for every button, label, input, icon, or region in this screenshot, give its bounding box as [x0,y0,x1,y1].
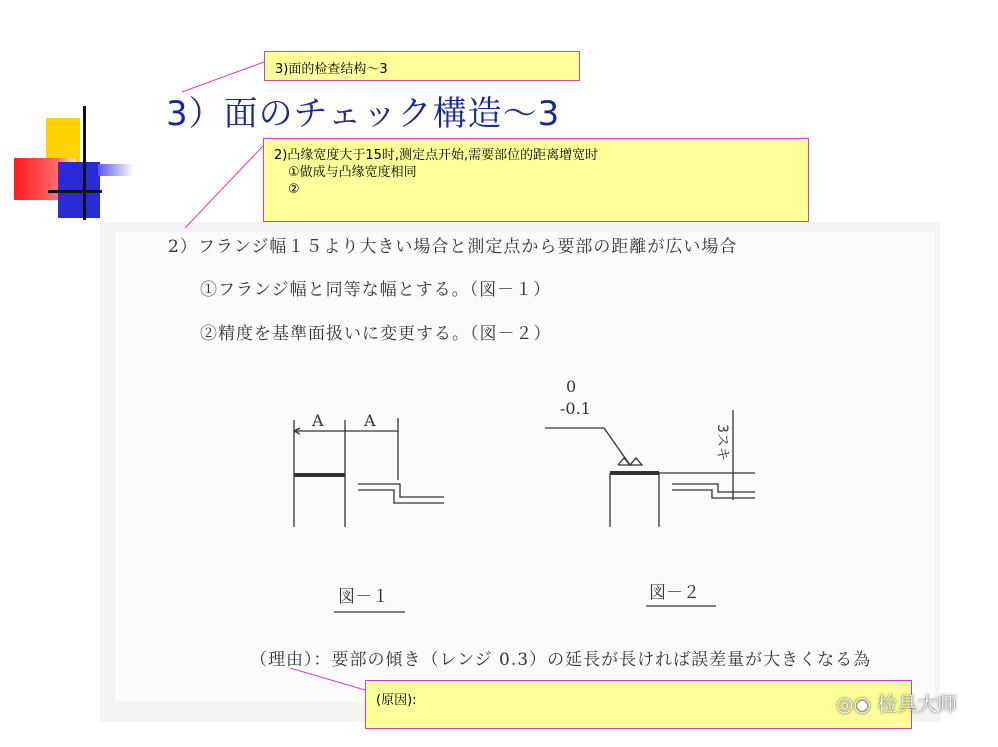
figure-2-label: 図－２ [649,583,700,603]
fig2-tol-lower: -0.1 [560,399,591,418]
callout-middle-line3: ② [288,182,300,197]
callout-middle [263,138,809,222]
fig1-dim-b: A [364,411,376,430]
watermark [836,688,957,717]
callout-bottom-text: (原因): [376,693,417,708]
fig2-tol-upper: 0 [566,377,577,396]
wechat-icon: ◎◉ [836,692,878,716]
callout-top-text: 3)面的检查结构～3 [275,62,388,77]
fig1-dim-a: A [312,411,324,430]
figure-1 [294,418,444,527]
callout-middle-line1: 2)凸缘宽度大于15时,测定点开始,需要部位的距离增宽时 [274,148,599,163]
fig2-dim: 3スキ [714,424,730,461]
callout-middle-line2: ①做成与凸缘宽度相同 [288,165,417,180]
callout-bottom [365,680,912,729]
watermark-text: 检具大师 [877,692,958,716]
slide-title: 3）面のチェック構造～3 [166,94,561,134]
figure-1-label: 図－１ [338,587,389,607]
callout-middle-leader [185,146,263,228]
callout-top [264,51,580,81]
callout-bottom-leader [290,668,365,690]
scan-reason: （理由）：要部の傾き（レンジ 0.3）の延長が長ければ誤差量が大きくなる為 [250,650,872,670]
callout-top-leader [182,62,264,92]
scan-line-2: ①フランジ幅と同等な幅とする。（図－１） [200,280,552,300]
scan-line-3: ②精度を基準面扱いに変更する。（図－２） [200,324,552,344]
scan-line-1: 2）フランジ幅１５より大きい場合と測定点から要部の距離が広い場合 [168,237,738,257]
